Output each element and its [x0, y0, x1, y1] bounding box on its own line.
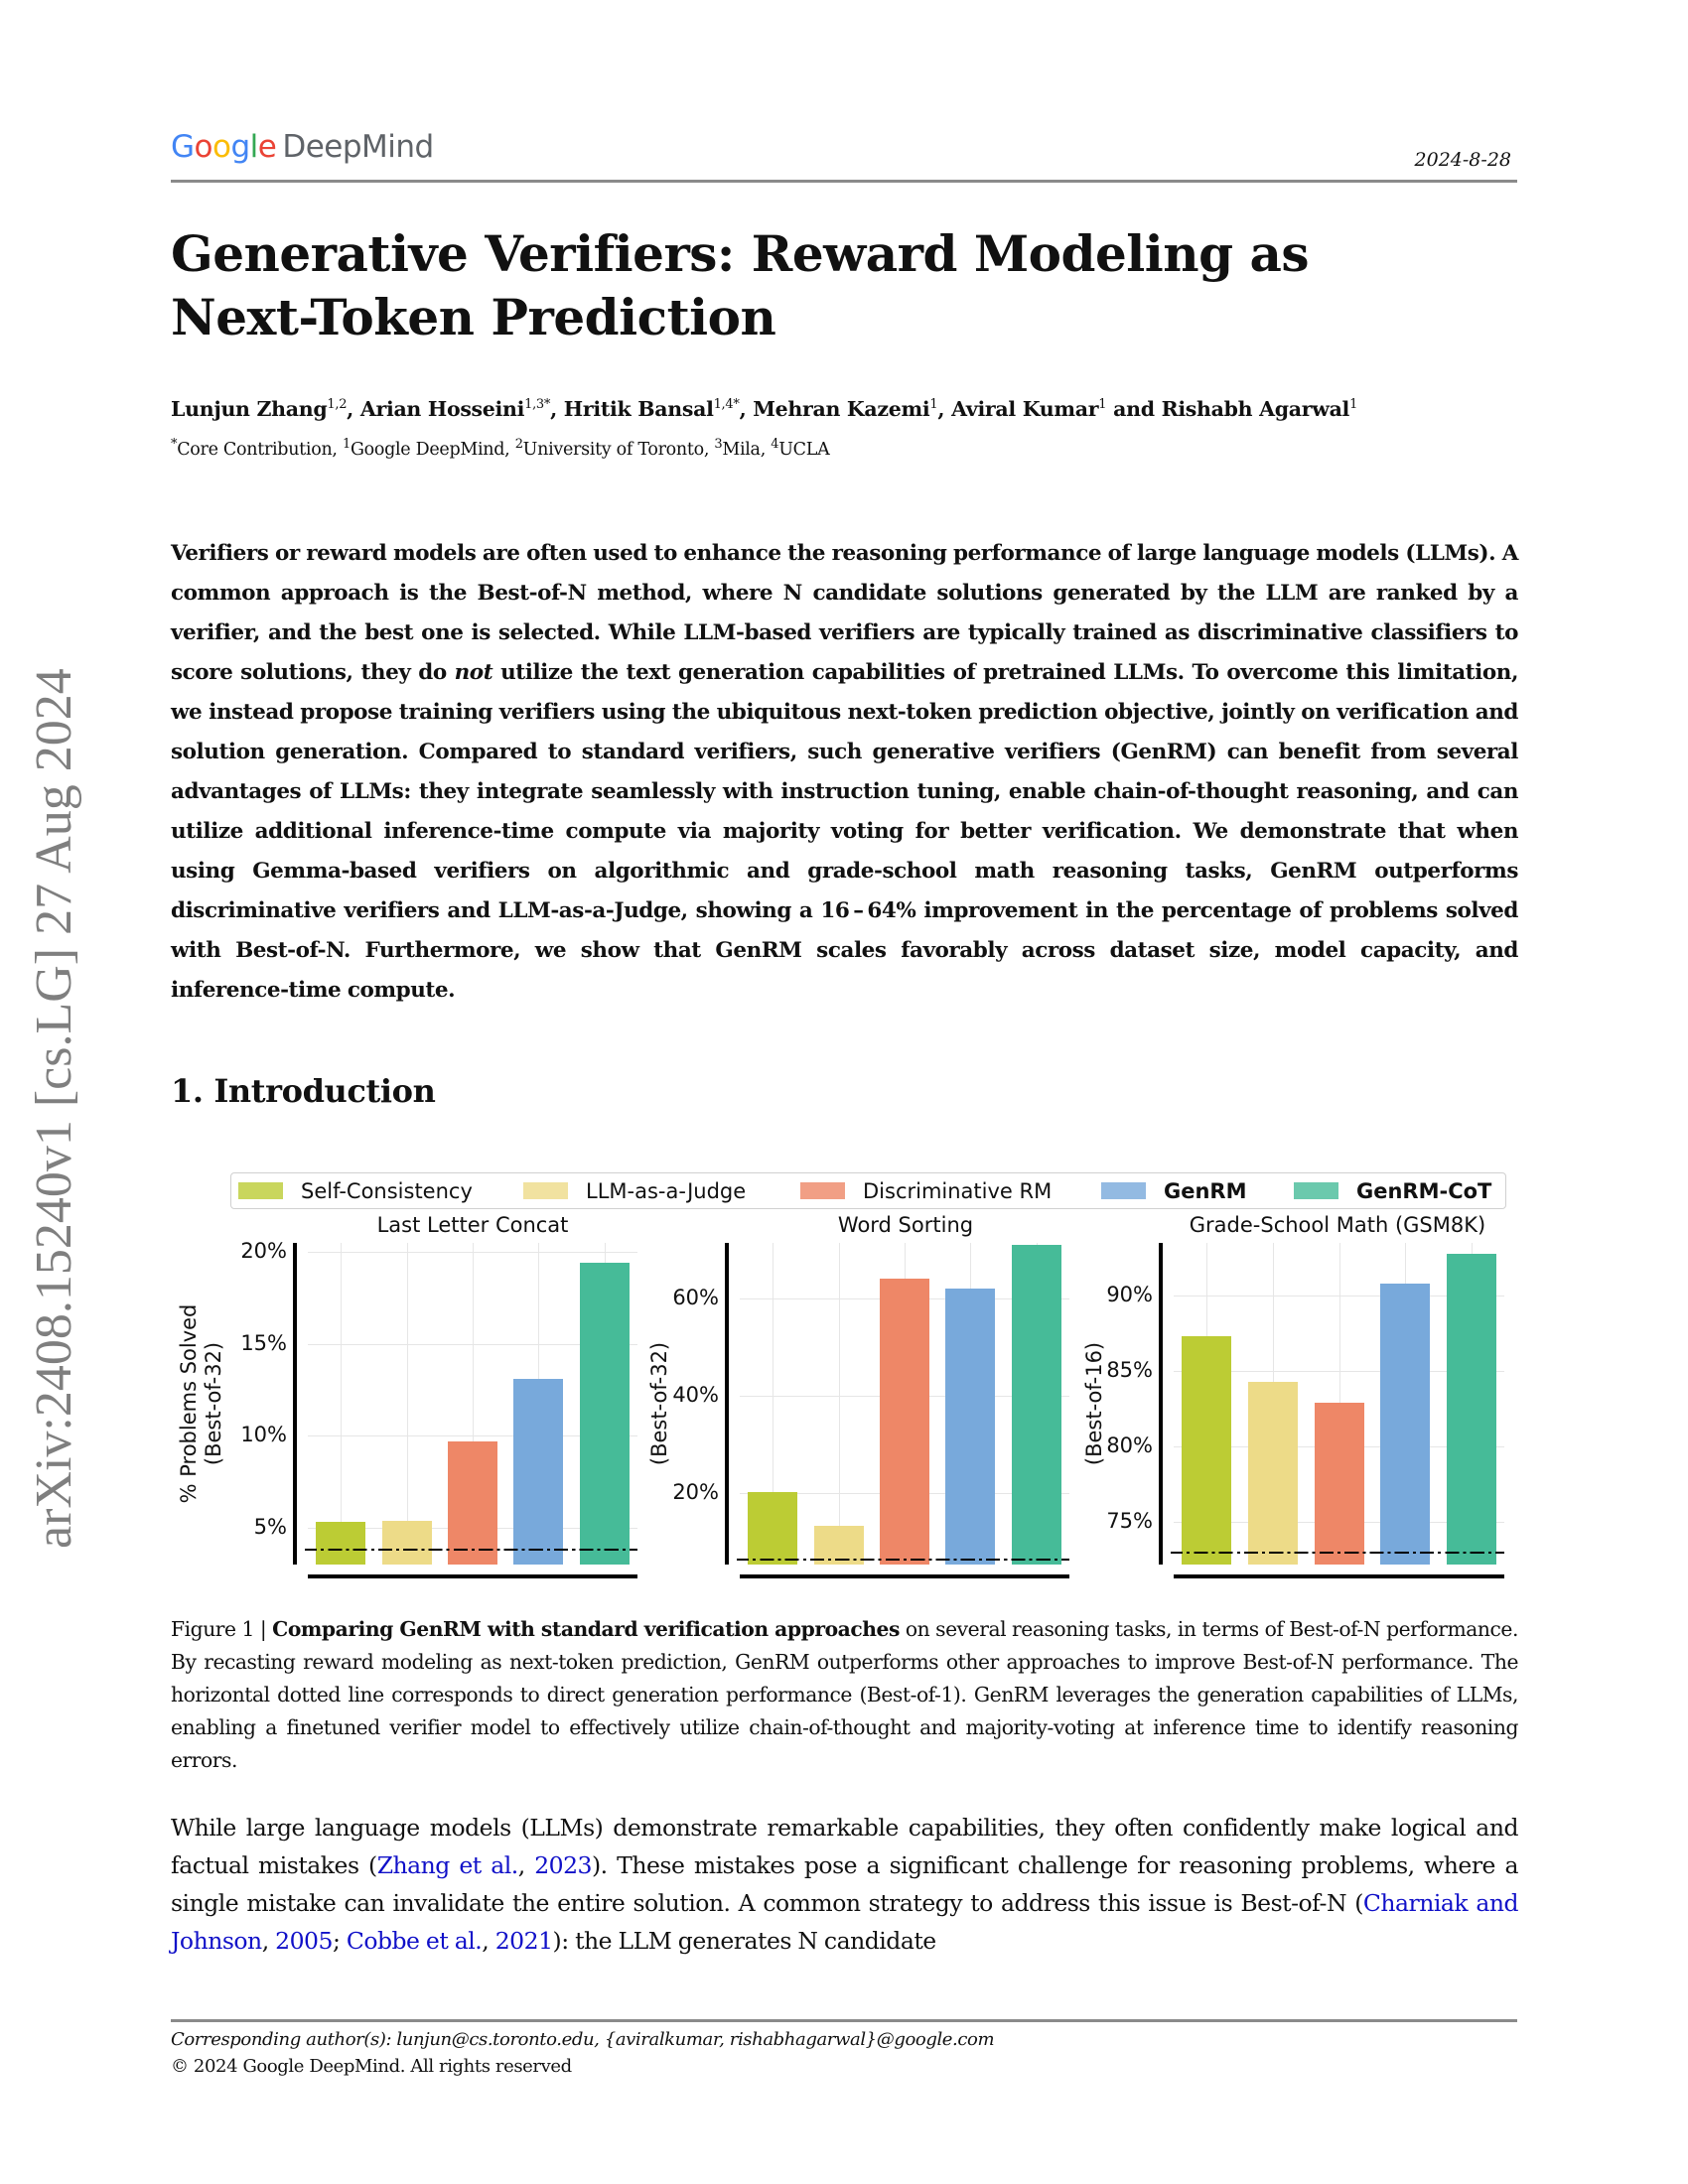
bar-llm-as-a-judge — [382, 1521, 432, 1565]
body-text: , — [517, 1851, 535, 1879]
bar-genrm-cot — [1447, 1254, 1496, 1565]
author-name: Aviral Kumar — [951, 397, 1099, 421]
x-axis-line — [308, 1574, 637, 1578]
citation-link[interactable]: 2023 — [534, 1851, 593, 1879]
legend-swatch-icon — [800, 1182, 845, 1199]
logo-letter: o — [212, 129, 231, 165]
legend-label: GenRM-CoT — [1356, 1178, 1492, 1203]
legend-item — [1294, 1173, 1491, 1208]
legend-item — [1101, 1173, 1247, 1208]
arxiv-stamp: arXiv:2408.15240v1 [cs.LG] 27 Aug 2024 — [26, 668, 82, 1549]
legend-swatch-icon — [1294, 1182, 1338, 1199]
y-tick-label: 20% — [672, 1479, 719, 1504]
affiliation-list: *Core Contribution, $^1$Google DeepMind, $^2$University of Toronto, $^3$Mila, $^4$UCLA — [171, 437, 830, 460]
y-tick-label: 75% — [1106, 1509, 1153, 1534]
y-tick-label: 60% — [672, 1286, 719, 1310]
body-text: , — [482, 1927, 495, 1955]
affiliation-name: Google DeepMind — [350, 439, 505, 460]
citation-link[interactable]: Charniak and Johnson — [171, 1889, 1519, 1955]
y-tick-label: 15% — [240, 1330, 287, 1355]
figure-caption — [171, 1613, 1518, 1777]
chart-legend — [230, 1172, 1506, 1209]
logo-letter: o — [194, 129, 212, 165]
y-axis-label: (Best-of-32) — [647, 1341, 671, 1466]
author-affiliation-marker: 1,4* — [713, 397, 740, 413]
section-heading-introduction: 1. Introduction — [171, 1072, 436, 1110]
affiliation-name: Core Contribution — [177, 439, 333, 460]
bar-genrm-cot — [580, 1263, 630, 1565]
abstract-text: Verifiers or reward models are often used to enhance the reasoning performance of large language models (LLMs). A common approach is the Best-of-N method, where N candidate solutions generated by the LLM are ranked by a verifier, and the best one is selected. While LLM-based verifiers are typically trained as discriminative classifiers to score solutions, they do — [171, 541, 1518, 685]
google-deepmind-logo — [171, 129, 434, 165]
chart-title: Last Letter Concat — [376, 1213, 569, 1237]
abstract — [171, 534, 1518, 1011]
affiliation-marker: * — [171, 437, 178, 452]
citation-link[interactable]: 2005 — [275, 1927, 333, 1955]
citation-link[interactable]: Cobbe et al. — [346, 1927, 483, 1955]
body-text: , — [261, 1927, 276, 1955]
best-of-1-baseline — [1171, 1552, 1504, 1554]
paper-title: Generative Verifiers: Reward Modeling as Next-Token Prediction — [171, 224, 1310, 346]
logo-letter: e — [257, 129, 277, 165]
legend-swatch-icon — [523, 1182, 568, 1199]
chart-title: Grade-School Math (GSM8K) — [1189, 1213, 1486, 1237]
y-tick-label: 5% — [253, 1514, 287, 1539]
logo-letter: g — [230, 129, 250, 165]
caption-label: Figure 1 | — [171, 1617, 273, 1641]
logo-letter: G — [171, 129, 195, 165]
y-tick-label: 80% — [1106, 1433, 1153, 1458]
bar-discriminative-rm — [1315, 1403, 1364, 1565]
bar-llm-as-a-judge — [1248, 1382, 1298, 1565]
caption-bold: Comparing GenRM with standard verification approaches — [272, 1617, 900, 1641]
bar-discriminative-rm — [880, 1279, 929, 1565]
x-axis-line — [740, 1574, 1069, 1578]
author-name: Lunjun Zhang — [171, 397, 328, 421]
affiliation-marker: 1 — [342, 437, 351, 452]
gridline-vertical — [341, 1243, 342, 1565]
footer-rule — [171, 2019, 1517, 2022]
author-affiliation-marker: 1,3* — [524, 397, 551, 413]
logo-letter: l — [249, 129, 258, 165]
legend-label: LLM-as-a-Judge — [586, 1178, 747, 1203]
body-text: ). These mistakes pose a significant challenge for reasoning problems, where a single mistake can invalidate the entire solution. A common strategy to address this issue is Best-of-N ( — [171, 1851, 1518, 1917]
corresponding-authors: Corresponding author(s): lunjun@cs.toronto.edu, {aviralkumar, rishabhagarwal}@google.com — [171, 2029, 995, 2050]
author-affiliation-marker: 1 — [1349, 397, 1358, 413]
bar-genrm — [945, 1289, 995, 1565]
copyright-notice: © 2024 Google DeepMind. All rights reserved — [171, 2056, 572, 2077]
intro-paragraph — [171, 1809, 1518, 1960]
y-axis-line — [1159, 1243, 1163, 1565]
affiliation-name: University of Toronto — [522, 439, 704, 460]
body-text: ): the LLM generates N candidate — [552, 1927, 936, 1955]
bar-genrm — [513, 1379, 563, 1565]
affiliation-marker: 4 — [771, 437, 779, 452]
y-axis-label: % Problems Solved (Best-of-32) — [177, 1303, 225, 1504]
y-axis-line — [725, 1243, 729, 1565]
author-name: Arian Hosseini — [359, 397, 525, 421]
body-text: While large language models (LLMs) demonstrate remarkable capabilities, they often confidently make logical and factual mistakes ( — [171, 1814, 1518, 1879]
header-rule — [171, 180, 1517, 183]
y-tick-label: 90% — [1106, 1283, 1153, 1307]
legend-item — [523, 1173, 746, 1208]
legend-label: Self-Consistency — [301, 1178, 473, 1203]
logo-deepmind-text: DeepMind — [282, 129, 434, 165]
author-affiliation-marker: 1 — [1098, 397, 1107, 413]
publication-date: 2024-8-28 — [1414, 149, 1511, 171]
legend-swatch-icon — [1101, 1182, 1146, 1199]
bar-genrm — [1380, 1284, 1430, 1565]
legend-item — [238, 1173, 473, 1208]
affiliation-marker: 2 — [514, 437, 523, 452]
author-affiliation-marker: 1,2 — [327, 397, 348, 413]
author-name: Mehran Kazemi — [753, 397, 930, 421]
legend-label: GenRM — [1164, 1178, 1247, 1203]
bar-self-consistency — [1182, 1336, 1231, 1565]
caption-text: on several reasoning tasks, in terms of Best-of-N performance. By recasting reward modeling as next-token prediction, GenRM outperforms other approaches to improve Best-of-N performance. The horizontal dotted line corresponds to direct generation performance (Best-of-1). GenRM leverages the generation capabilities of LLMs, enabling a finetuned verifier model to effectively utilize chain-of-thought and majority-voting at inference time to identify reasoning errors. — [171, 1617, 1518, 1772]
y-tick-label: 10% — [240, 1423, 287, 1447]
citation-link[interactable]: Zhang et al. — [376, 1851, 518, 1879]
bar-discriminative-rm — [448, 1441, 497, 1565]
abstract-emphasis: not — [454, 660, 493, 685]
y-tick-label: 20% — [240, 1239, 287, 1264]
gridline-vertical — [407, 1243, 408, 1565]
author-name: Hritik Bansal — [563, 397, 714, 421]
legend-item — [800, 1173, 1052, 1208]
best-of-1-baseline — [737, 1559, 1069, 1561]
affiliation-marker: 3 — [714, 437, 723, 452]
affiliation-name: Mila — [722, 439, 761, 460]
y-tick-label: 85% — [1106, 1358, 1153, 1383]
best-of-1-baseline — [305, 1549, 637, 1551]
body-text: ; — [332, 1927, 347, 1955]
abstract-text: utilize the text generation capabilities of pretrained LLMs. To overcome this limitation, we instead propose training verifiers using the ubiquitous next-token prediction objective, jointly on verification and solution generation. Compared to standard verifiers, such generative verifiers (GenRM) can benefit from several advantages of LLMs: they integrate seamlessly with instruction tuning, enable chain-of-thought reasoning, and can utilize additional inference-time compute via majority voting for better verification. We demonstrate that when using Gemma-based verifiers on algorithmic and grade-school math reasoning tasks, GenRM outperforms discriminative verifiers and LLM-as-a-Judge, showing a 16 – 64% improvement in the percentage of problems solved with Best-of-N. Furthermore, we show that GenRM scales favorably across dataset size, model capacity, and inference-time compute. — [171, 660, 1518, 1003]
y-axis-label: (Best-of-16) — [1082, 1341, 1106, 1466]
citation-link[interactable]: 2021 — [494, 1927, 553, 1955]
x-axis-line — [1174, 1574, 1504, 1578]
gridline-vertical — [839, 1243, 840, 1565]
y-tick-label: 40% — [672, 1382, 719, 1407]
bar-genrm-cot — [1012, 1245, 1061, 1565]
legend-swatch-icon — [238, 1182, 283, 1199]
legend-label: Discriminative RM — [863, 1178, 1053, 1203]
y-axis-line — [293, 1243, 297, 1565]
chart-title: Word Sorting — [837, 1213, 974, 1237]
bar-self-consistency — [316, 1522, 365, 1565]
gridline-horizontal — [308, 1252, 637, 1253]
author-list: Lunjun Zhang$^{1,2}$, Arian Hosseini$^{1,3*}$, Hritik Bansal$^{1,4*}$, Mehran Kazemi$^1$, Aviral Kumar$^1$ and Rishabh Agarwal$^1$ — [171, 397, 1358, 421]
bar-self-consistency — [748, 1492, 797, 1565]
affiliation-name: UCLA — [778, 439, 830, 460]
author-name: Rishabh Agarwal — [1161, 397, 1350, 421]
author-affiliation-marker: 1 — [929, 397, 938, 413]
